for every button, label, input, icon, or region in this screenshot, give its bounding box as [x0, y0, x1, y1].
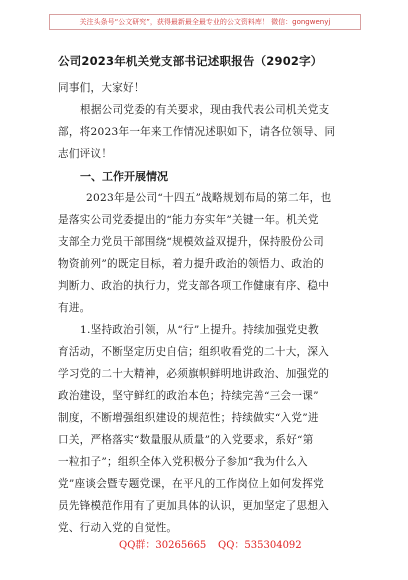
item-line: 学习党的二十大精神，必须旗帜鲜明地讲政治、加强党的	[58, 368, 330, 380]
item-line: 党、行动入党的自觉性。	[58, 522, 178, 534]
item-line: 1.坚持政治引领，从“行”上提升。持续加强党史教	[80, 324, 319, 336]
paragraph-line: 判断力、政治的执行力，党支部各项工作健康有序、稳中	[58, 280, 330, 292]
item-line: 党”座谈会暨专题党课，在平凡的工作岗位上如何发挥党	[58, 478, 324, 490]
paragraph-line: 物资前列”的既定目标，着力提升政治的领悟力、政治的	[58, 258, 324, 270]
intro-line: 志们评议！	[58, 148, 113, 160]
qq-group: QQ群：30265665	[119, 540, 207, 551]
document-title: 公司2023年机关党支部书记述职报告（2902字）	[58, 54, 323, 68]
paragraph-line: 是落实公司党委提出的“能力夯实年”关键一年。机关党	[58, 214, 319, 226]
intro-line: 根据公司党委的有关要求，现由我代表公司机关党支	[80, 104, 330, 116]
item-line: 口关，严格落实“数量服从质量”的入党要求，系好“第	[58, 434, 314, 446]
section-heading: 一、工作开展情况	[80, 170, 168, 183]
item-line: 政治建设，坚守鲜红的政治本色；持续完善“三会一课”	[58, 390, 319, 402]
paragraph-line: 2023年是公司“十四五”战略规划布局的第二年，也	[86, 192, 332, 204]
intro-line: 部，将2023年一年来工作情况述职如下，请各位领导、同	[58, 126, 336, 138]
paragraph-line: 支部全力党员干部围绕“规模效益双提升，保持股份公司	[58, 236, 324, 248]
promo-banner: 关注头条号“公文研究”，获得最新最全最专业的公文资料库！ 微信：gongwenyj	[49, 14, 361, 30]
paragraph-line: 有进。	[58, 302, 91, 314]
qq-contact: QQ：535304092	[218, 540, 302, 551]
item-line: 一粒扣子”；组织全体入党积极分子参加“我为什么入	[58, 456, 308, 468]
item-line: 制度，不断增强组织建设的规范性；持续做实“入党”进	[58, 412, 319, 424]
greeting: 同事们，大家好！	[58, 82, 145, 94]
item-line: 育活动，不断坚定历史自信；组织收看党的二十大，深入	[58, 346, 330, 358]
item-line: 员先锋模范作用有了更加具体的认识，更加坚定了思想入	[58, 500, 330, 512]
